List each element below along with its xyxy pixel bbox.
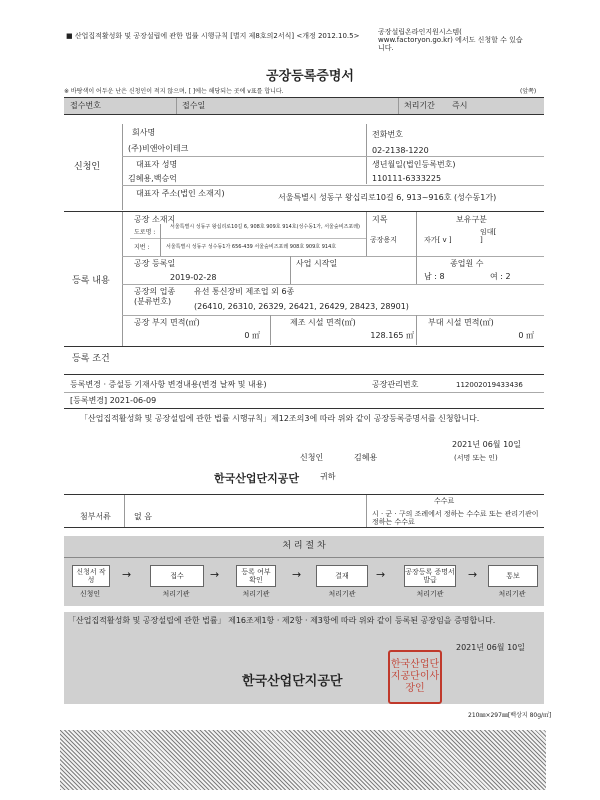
road-label: 도로명 : (134, 229, 156, 236)
female-count: 여 : 2 (490, 272, 511, 281)
signature-label: (서명 또는 인) (454, 454, 498, 462)
ownership-own (424, 236, 452, 244)
change-record: [등록변경] 2021-06-09 (70, 396, 157, 405)
process-actor-2: 처리기관 (162, 590, 190, 598)
recipient-suffix: 귀하 (320, 472, 336, 481)
process-step-approve: 결재 (316, 565, 368, 587)
address-label: 대표자 주소(법인 소재지) (136, 189, 225, 198)
company-label: 회사명 (132, 128, 156, 137)
male-count: 남 : 8 (424, 272, 445, 281)
conditions-label: 등록 조건 (72, 354, 110, 364)
site-note-line-2: www.factoryon.go.kr) 에서도 신청할 수 있습 (378, 36, 523, 44)
process-actor-4: 처리기관 (328, 590, 356, 598)
receipt-row (64, 98, 544, 114)
fee-value: 시 · 군 · 구의 조례에서 정하는 수수료 또는 관리기관이 정하는 수수료 (372, 510, 539, 526)
recipient: 한국산업단지공단 (214, 472, 300, 485)
process-step-verify: 등록 여부 확인 (236, 565, 276, 587)
declaration-date: 2021년 06월 10일 (452, 440, 521, 449)
industry-value: 유선 통신장비 제조업 외 6종 (194, 287, 295, 296)
applicant-section-label: 신청인 (74, 162, 101, 172)
location-label: 공장 소재지 (134, 215, 176, 224)
process-actor-1: 신청인 (79, 590, 101, 598)
startdate-label: 사업 시작일 (296, 259, 338, 268)
process-arrow-1: → (122, 568, 132, 581)
management-number-value: 112002019433436 (456, 381, 523, 389)
page-title: 공장등록증명서 (266, 69, 354, 84)
own-checkmark: v (442, 236, 447, 244)
processing-period-label: 처리기간 (404, 101, 435, 110)
representative-value: 김혜용,백승억 (128, 174, 177, 183)
birth-label: 생년월일(법인등록번호) (372, 160, 456, 169)
rent-close: ] (480, 236, 483, 244)
phone-label: 전화번호 (372, 130, 403, 139)
mfg-area-value: 128.165 ㎡ (370, 331, 414, 340)
page-side: (앞쪽) (520, 88, 537, 95)
birth-value: 110111-6333225 (372, 174, 442, 183)
security-pattern (60, 730, 546, 790)
process-step-receive: 접수 (150, 565, 204, 587)
official-seal: 한국산업단지공단이사장인 (388, 650, 442, 704)
site-area-value: 0 ㎡ (244, 331, 260, 340)
jimok-value: 공장용지 (370, 236, 398, 244)
road-value: 서울특별시 성동구 왕십리로10길 6, 908호 909호 914호(성수동1가, 서울숲비즈포레) (170, 224, 360, 230)
process-arrow-5: → (468, 568, 478, 581)
site-area-label: 공장 부지 면적(㎡) (134, 318, 200, 327)
process-actor-6: 처리기관 (498, 590, 526, 598)
company-value: (주)비앤아이테크 (128, 144, 189, 153)
industry-label: 공장의 업종 (분류번호) (134, 287, 176, 306)
management-number-label: 공장관리번호 (372, 380, 419, 389)
processing-period-value: 즉시 (452, 101, 468, 110)
process-arrow-4: → (376, 568, 386, 581)
process-actor-5: 처리기관 (416, 590, 444, 598)
ownership-label: 보유구분 (456, 215, 487, 224)
employees-label: 종업원 수 (450, 259, 484, 268)
site-note-line-1: 공장설립온라인지원시스템( (378, 28, 462, 36)
address-value: 서울특별시 성동구 왕십리로10길 6, 913~916호 (성수동1가) (278, 193, 497, 202)
process-step-notify: 통보 (488, 565, 538, 587)
legal-note: ■ 산업집적활성화 및 공장설립에 관한 법률 시행규칙 [별지 제8호의2서식] <개정 2012.10.5> (66, 32, 360, 40)
changes-label: 등록변경 · 증설등 기재사항 변경내용(변경 날짜 및 내용) (70, 380, 267, 389)
process-title: 처 리 절 차 (282, 541, 326, 551)
own-close: ] (448, 236, 452, 244)
process-arrow-3: → (292, 568, 302, 581)
certification-date: 2021년 06월 10일 (456, 643, 525, 652)
site-note-line-3: 니다. (378, 44, 394, 52)
receipt-number-label: 접수번호 (70, 101, 101, 110)
jimok-label: 지목 (372, 215, 388, 224)
paper-size: 210㎜×297㎜[백상지 80g/㎡] (468, 712, 552, 719)
rent-label: 임대[ (480, 228, 497, 236)
aux-area-label: 부대 시설 면적(㎡) (428, 318, 494, 327)
phone-value: 02-2138-1220 (372, 146, 429, 155)
declaration-text: 「산업집적활성화 및 공장설립에 관한 법률 시행규칙」제12조의3에 따라 위와 같이 공장등록증명서를 신청합니다. (80, 414, 480, 423)
registration-section-label: 등록 내용 (72, 276, 110, 286)
issuer-name: 한국산업단지공단 (242, 674, 343, 689)
fee-label: 수수료 (434, 497, 455, 505)
applicant-sign-label: 신청인 (300, 453, 324, 462)
process-step-apply: 신청서 작성 (72, 565, 110, 587)
attachments-value: 없 음 (134, 512, 152, 521)
regdate-value: 2019-02-28 (170, 273, 217, 282)
receipt-date-label: 접수일 (182, 101, 206, 110)
ownership-rent (480, 228, 500, 244)
instruction: ※ 바탕색이 어두운 난은 신청인이 적지 않으며, [ ]에는 해당되는 곳에 v표를 합니다. (64, 88, 284, 95)
process-actor-3: 처리기관 (242, 590, 270, 598)
regdate-label: 공장 등록일 (134, 259, 176, 268)
certification-text: 「산업집적활성화 및 공장설립에 관한 법률」 제16조제1항 · 제2항 · 제3항에 따라 위와 같이 등록된 공장임을 증명합니다. (68, 616, 496, 625)
site-note (378, 28, 558, 52)
representative-label: 대표자 성명 (136, 160, 178, 169)
attachments-label: 첨부서류 (80, 512, 111, 521)
lot-label: 지번 : (134, 244, 150, 251)
own-label: 자가[ (424, 236, 441, 244)
lot-value: 서울특별시 성동구 성수동1가 656-439 서울숲비즈포레 908호 909호 914호 (166, 244, 337, 250)
applicant-sign-name: 김혜용 (354, 453, 378, 462)
process-arrow-2: → (210, 568, 220, 581)
mfg-area-label: 제조 시설 면적(㎡) (290, 318, 356, 327)
industry-codes: (26410, 26310, 26329, 26421, 26429, 28423, 28901) (194, 302, 409, 311)
process-step-issue: 공장등록 증명서발급 (404, 565, 456, 587)
aux-area-value: 0 ㎡ (518, 331, 534, 340)
